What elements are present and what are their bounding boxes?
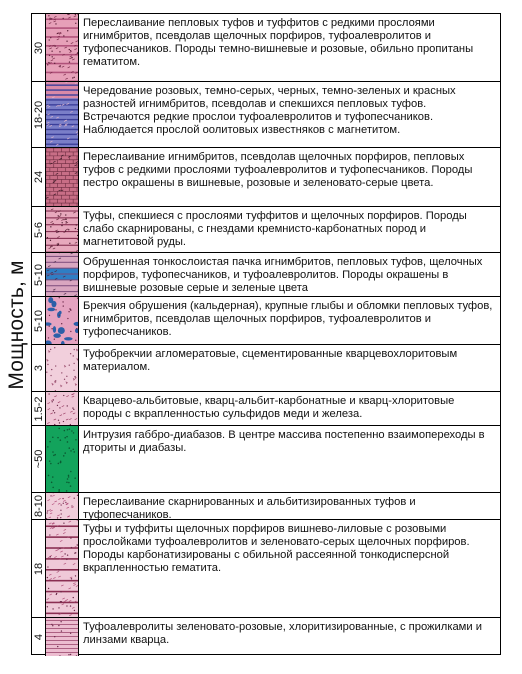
tuff-breccia-pattern (46, 345, 78, 391)
alkaline-tuff-pattern (46, 520, 78, 617)
collapse-pack-pattern (46, 253, 78, 296)
rock-unit (32, 426, 500, 493)
unit-description: Интрузия габбро-диабазов. В центре массива постепенно взаимопереходы в дториты и диабазы. (83, 429, 485, 454)
thickness-value: 5-10 (32, 263, 45, 286)
thickness-value: 30 (32, 41, 45, 54)
lithology-pattern (46, 148, 79, 206)
thickness-cell (32, 82, 46, 147)
stratigraphic-column (31, 13, 501, 655)
rock-unit (32, 520, 500, 618)
unit-description: Кварцево-альбитовые, кварц-альбит-карбонатные и кварц-хлоритовые породы с вкрапленностью сульфидов меди и железа. (83, 395, 455, 420)
lithology-pattern (46, 426, 79, 492)
thickness-value: ~50 (32, 449, 45, 469)
thickness-value: 18-20 (32, 100, 45, 129)
rock-unit (32, 392, 500, 426)
rock-unit (32, 82, 500, 148)
skarn-tuff-pattern (46, 493, 78, 519)
thickness-cell (32, 14, 46, 81)
lithology-pattern (46, 297, 79, 344)
lithology-pattern (46, 618, 79, 656)
unit-description: Переслаивание пепловых туфов и туффитов с редкими прослоями игнимбритов, псевдолав щелочных порфиров, туфоалевролитов и туфопесчаников. Породы темно-вишневые и розовые, обильно пропитаны гематитом. (83, 17, 474, 68)
lithology-pattern (46, 392, 79, 425)
lithology-pattern (46, 345, 79, 391)
thickness-cell (32, 345, 46, 391)
lithology-pattern (46, 253, 79, 296)
thickness-value: 5-6 (32, 221, 45, 238)
brick-variegated-pattern (46, 148, 78, 206)
unit-description: Туфы, спекшиеся с прослоями туффитов и щелочных порфиров. Породы слабо скарнированы, с гнездами кремнисто-карбонатных пород и магнетитовой руды. (83, 210, 467, 248)
thickness-cell (32, 618, 46, 656)
rock-unit (32, 618, 500, 656)
tuff-gematite-pattern (46, 14, 78, 81)
unit-description: Чередование розовых, темно-серых, черных, темно-зеленых и красных разностей игнимбритов, псевдолав и спекшихся пепловых туфов. Встречаются редкие прослои туфоалевролитов и туфопесчаников. Наблюдается прослой оолитовых известняков с магнетитом. (83, 85, 456, 136)
thickness-cell (32, 520, 46, 617)
rock-unit (32, 297, 500, 345)
lithology-pattern (46, 207, 79, 252)
thickness-cell (32, 253, 46, 296)
gabbro-diabase-pattern (46, 426, 78, 492)
unit-description: Переслаивание игнимбритов, псевдолав щелочных порфиров, пепловых туфов с редкими прослоями туфоалевролитов и туфопесчаников. Породы пестро окрашены в вишневые, розовые и зеленовато-серые цвета. (83, 151, 473, 189)
thickness-axis-title (4, 250, 30, 400)
lithology-pattern (46, 14, 79, 81)
lithology-pattern (46, 493, 79, 519)
thickness-cell (32, 493, 46, 519)
caldera-breccia-pattern (46, 297, 78, 344)
unit-description: Туфоалевролиты зеленовато-розовые, хлоритизированные, с прожилками и линзами кварца. (83, 621, 482, 646)
thickness-cell (32, 426, 46, 492)
thickness-cell (32, 207, 46, 252)
thickness-axis-label: Мощность, м (5, 260, 28, 390)
unit-description: Брекчия обрушения (кальдерная), крупные глыбы и обломки пепловых туфов, игнимбритов, псевдолав щелочных порфиров, туфоалевролитов и туфопесчаников. (83, 300, 493, 338)
lithology-pattern (46, 82, 79, 147)
unit-description: Туфобрекчии агломератовые, сцементированные кварцевохлоритовым материалом. (83, 348, 458, 373)
unit-description: Туфы и туффиты щелочных порфиров вишнево-лиловые с розовыми прослойками туфоалевролитов и зеленовато-серых щелочных порфиров. Породы карбонатизированы с обильной рассеянной тонкодисперсной вкрапленностью гематита. (83, 523, 470, 574)
thickness-value: 8-10 (32, 494, 45, 518)
unit-description: Обрушенная тонкослоистая пачка игнимбритов, пепловых туфов, щелочных порфиров, туфопесчаников, и туфоалевролитов. Породы окрашены в вишневые розовые серые и зеленые цвета (83, 256, 483, 294)
rock-unit (32, 14, 500, 82)
thickness-value: 3 (32, 364, 45, 372)
ignimbrite-mixed-pattern (46, 82, 78, 147)
unit-description: Переслаивание скарнированных и альбитизированных туфов и туфопесчаников. (83, 496, 416, 521)
rock-unit (32, 493, 500, 520)
thickness-value: 24 (32, 170, 45, 184)
rock-unit (32, 253, 500, 297)
rock-unit (32, 148, 500, 207)
thickness-cell (32, 392, 46, 425)
rock-unit (32, 207, 500, 253)
quartz-albite-pattern (46, 392, 78, 425)
welded-tuff-pattern (46, 207, 78, 252)
thickness-cell (32, 297, 46, 344)
thickness-value: 5-10 (32, 309, 45, 332)
thickness-value: 18 (32, 562, 45, 575)
thickness-value: 1.5-2 (32, 395, 45, 422)
thickness-value: 4 (32, 633, 45, 641)
rock-unit (32, 345, 500, 392)
lithology-pattern (46, 520, 79, 617)
thickness-cell (32, 148, 46, 206)
tuff-siltstone-pattern (46, 618, 78, 656)
